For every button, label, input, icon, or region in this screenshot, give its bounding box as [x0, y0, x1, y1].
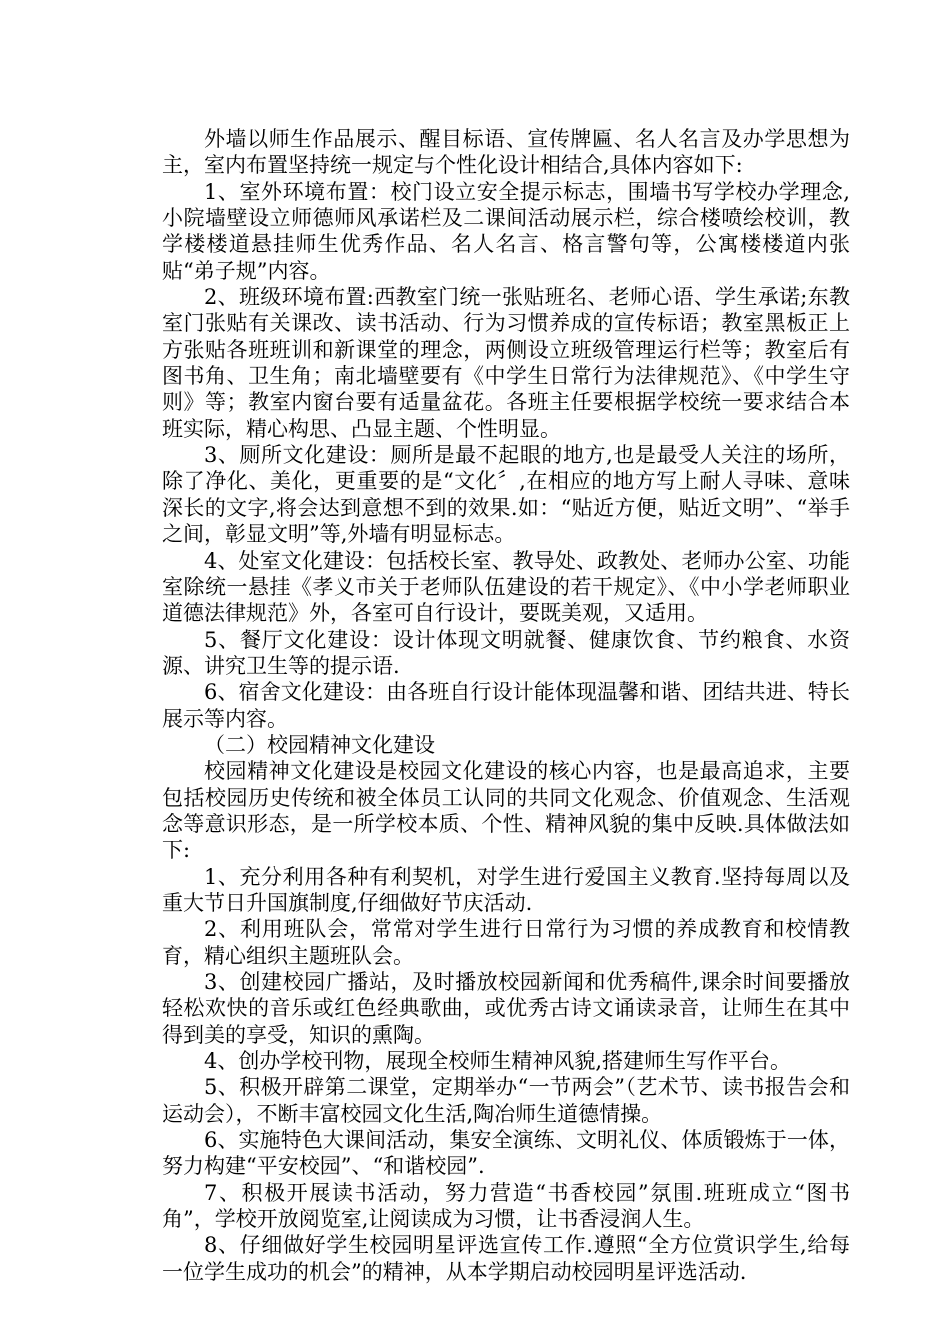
- paragraph-campus-star: 8、仔细做好学生校园明星评选宣传工作.遵照“全方位赏识学生,给每一位学生成功的机会”的精神，从本学期启动校园明星评选活动.: [162, 1233, 850, 1284]
- paragraph-patriotic-education: 1、充分利用各种有利契机，对学生进行爱国主义教育.坚持每周以及重大节日升国旗制度,仔细做好节庆活动.: [162, 864, 850, 915]
- section-heading-spiritual-culture: （二）校园精神文化建设: [204, 732, 435, 757]
- paragraph-office-culture: 4、处室文化建设：包括校长室、教导处、政教处、老师办公室、功能室除统一悬挂《孝义市关于老师队伍建设的若干规定》、《中小学老师职业道德法律规范》外，各室可自行设计，要既美观，又适用。: [162, 548, 850, 626]
- paragraph-recess-activity: 6、实施特色大课间活动，集安全演练、文明礼仪、体质锻炼于一体，努力构建“平安校园”、“和谐校园”.: [162, 1128, 850, 1179]
- paragraph-class-environment: 2、班级环境布置:西教室门统一张贴班名、老师心语、学生承诺;东教室门张贴有关课改、读书活动、行为习惯养成的宣传标语；教室黑板正上方张贴各班班训和新课堂的理念，两侧设立班级管理运行栏等；教室后有图书角、卫生角；南北墙壁要有《中学生日常行为法律规范》、《中学生守则》等；教室内窗台要有适量盆花。各班主任要根据学校统一要求结合本班实际，精心构思、凸显主题、个性明显。: [162, 285, 850, 441]
- document-page: [162, 126, 850, 1285]
- paragraph-reading-activity: 7、积极开展读书活动，努力营造“书香校园”氛围.班班成立“图书角”，学校开放阅览室,让阅读成为习惯，让书香浸润人生。: [162, 1180, 850, 1232]
- paragraph-broadcast-station: 3、创建校园广播站，及时播放校园新闻和优秀稿件,课余时间要播放轻松欢快的音乐或红色经典歌曲，或优秀古诗文诵读录音，让师生在其中得到美的享受，知识的熏陶。: [162, 970, 850, 1047]
- paragraph-class-meeting: 2、利用班队会，常常对学生进行日常行为习惯的养成教育和校情教育，精心组织主题班队会。: [162, 917, 850, 968]
- paragraph-outdoor-environment: 1、室外环境布置：校门设立安全提示标志，围墙书写学校办学理念,小院墙壁设立师德师风承诺栏及二课间活动展示栏，综合楼喷绘校训，教学楼楼道悬挂师生优秀作品、名人名言、格言警句等，公寓楼楼道内张贴“弟子规”内容。: [162, 179, 850, 283]
- paragraph-dormitory-culture: 6、宿舍文化建设：由各班自行设计能体现温馨和谐、团结共进、特长展示等内容。: [162, 680, 850, 731]
- intro-paragraph: 外墙以师生作品展示、醒目标语、宣传牌匾、名人名言及办学思想为主，室内布置坚持统一规定与个性化设计相结合,具体内容如下:: [162, 127, 850, 178]
- paragraph-school-publication: 4、创办学校刊物，展现全校师生精神风貌,搭建师生写作平台。: [204, 1049, 792, 1074]
- paragraph-toilet-culture: 3、厕所文化建设：厕所是最不起眼的地方,也是最受人关注的场所，除了净化、美化，更重要的是“文化〞,在相应的地方写上耐人寻味、意味深长的文字,将会达到意想不到的效果.如：“贴近方便，贴近文明”、“举手之间，彰显文明”等,外墙有明显标志。: [162, 443, 850, 547]
- paragraph-spiritual-culture-intro: 校园精神文化建设是校园文化建设的核心内容，也是最高追求，主要包括校园历史传统和被全体员工认同的共同文化观念、价值观念、生活观念等意识形态，是一所学校本质、个性、精神风貌的集中反映.具体做法如下:: [162, 759, 850, 863]
- paragraph-canteen-culture: 5、餐厅文化建设：设计体现文明就餐、健康饮食、节约粮食、水资源、讲究卫生等的提示语.: [162, 627, 850, 678]
- paragraph-second-classroom: 5、积极开辟第二课堂，定期举办“一节两会”（艺术节、读书报告会和运动会），不断丰富校园文化生活,陶冶师生道德情操。: [162, 1075, 850, 1126]
